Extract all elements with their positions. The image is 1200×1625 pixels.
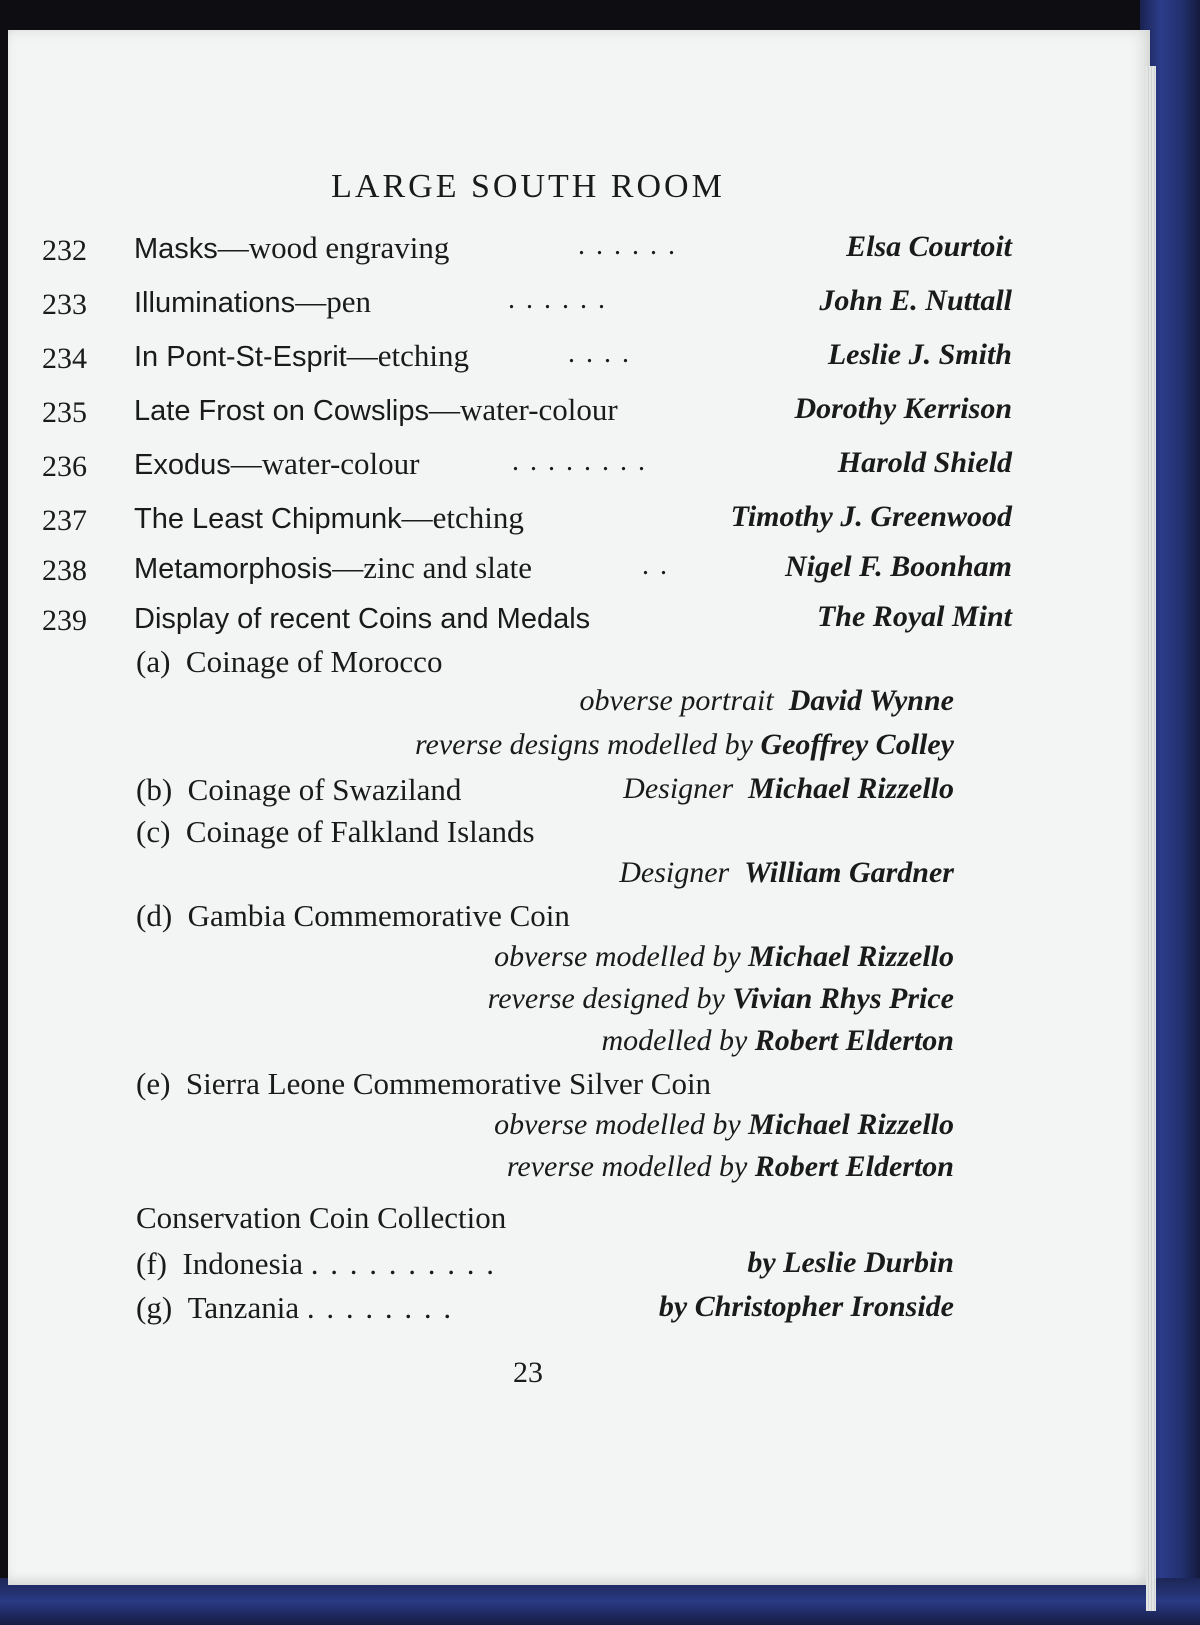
entry-number: 232 [42,234,87,267]
page-heading: LARGE SOUTH ROOM [331,168,725,205]
entry-artist: Harold Shield [837,446,1012,479]
entry-number: 234 [42,342,87,375]
dot-leader: . . . . . . . . [512,446,647,477]
entry-number: 238 [42,554,87,587]
credit-line: by Leslie Durbin [747,1246,954,1279]
entry-239 [42,600,1012,648]
entry-number: 239 [42,604,87,637]
entry-title: Exodus—water-colour [134,446,420,481]
sub-item-g: (g) Tanzania . . . . . . . . [136,1290,454,1325]
conservation-heading: Conservation Coin Collection [136,1200,507,1235]
sub-item-b: (b) Coinage of Swaziland [136,772,462,807]
entry-artist: The Royal Mint [816,600,1012,633]
credit-line: obverse modelled by Michael Rizzello [494,940,954,973]
entry-237 [42,500,1012,548]
entry-title: The Least Chipmunk—etching [134,500,524,535]
entry-number: 237 [42,504,87,537]
entry-235 [42,392,1012,440]
entry-title: Masks—wood engraving [134,230,450,265]
entry-238 [42,550,1012,598]
dot-leader: . . . . . . [578,230,677,261]
sub-item-a: (a) Coinage of Morocco [136,644,443,679]
page-edge [1146,66,1156,1611]
entry-artist: Leslie J. Smith [827,338,1012,371]
entry-title: Metamorphosis—zinc and slate [134,550,532,585]
page-number: 23 [513,1356,543,1389]
entry-artist: Timothy J. Greenwood [730,500,1012,533]
dot-leader: . . [642,550,669,581]
entry-233 [42,284,1012,332]
sub-item-f: (f) Indonesia . . . . . . . . . . [136,1246,497,1281]
credit-line: reverse designed by Vivian Rhys Price [487,982,954,1015]
sub-item-e: (e) Sierra Leone Commemorative Silver Coin [136,1066,712,1101]
catalogue-page [8,30,1150,1585]
entry-number: 233 [42,288,87,321]
sub-item-d: (d) Gambia Commemorative Coin [136,898,570,933]
entry-title: Late Frost on Cowslips—water-colour [134,392,618,427]
entry-title: Display of recent Coins and Medals [134,603,591,635]
dot-leader: . . . . [568,338,631,369]
entry-artist: Dorothy Kerrison [794,392,1012,425]
credit-line: obverse portrait David Wynne [579,684,954,717]
dot-leader: . . . . . . [508,284,607,315]
book-cover-bottom [0,1578,1200,1625]
entry-title: Illuminations—pen [134,284,371,319]
entry-234 [42,338,1012,386]
entry-number: 236 [42,450,87,483]
credit-line: by Christopher Ironside [658,1290,954,1323]
credit-line: Designer Michael Rizzello [623,772,954,805]
entry-artist: John E. Nuttall [819,284,1012,317]
credit-line: Designer William Gardner [619,856,954,889]
credit-line: modelled by Robert Elderton [601,1024,954,1057]
entry-artist: Nigel F. Boonham [784,550,1012,583]
entry-number: 235 [42,396,87,429]
sub-item-c: (c) Coinage of Falkland Islands [136,814,535,849]
entry-title: In Pont-St-Esprit—etching [134,338,469,373]
credit-line: reverse modelled by Robert Elderton [506,1150,954,1183]
entry-236 [42,446,1012,494]
entry-232 [42,230,1012,278]
credit-line: reverse designs modelled by Geoffrey Colley [414,728,954,761]
entry-artist: Elsa Courtoit [846,230,1012,263]
credit-line: obverse modelled by Michael Rizzello [494,1108,954,1141]
